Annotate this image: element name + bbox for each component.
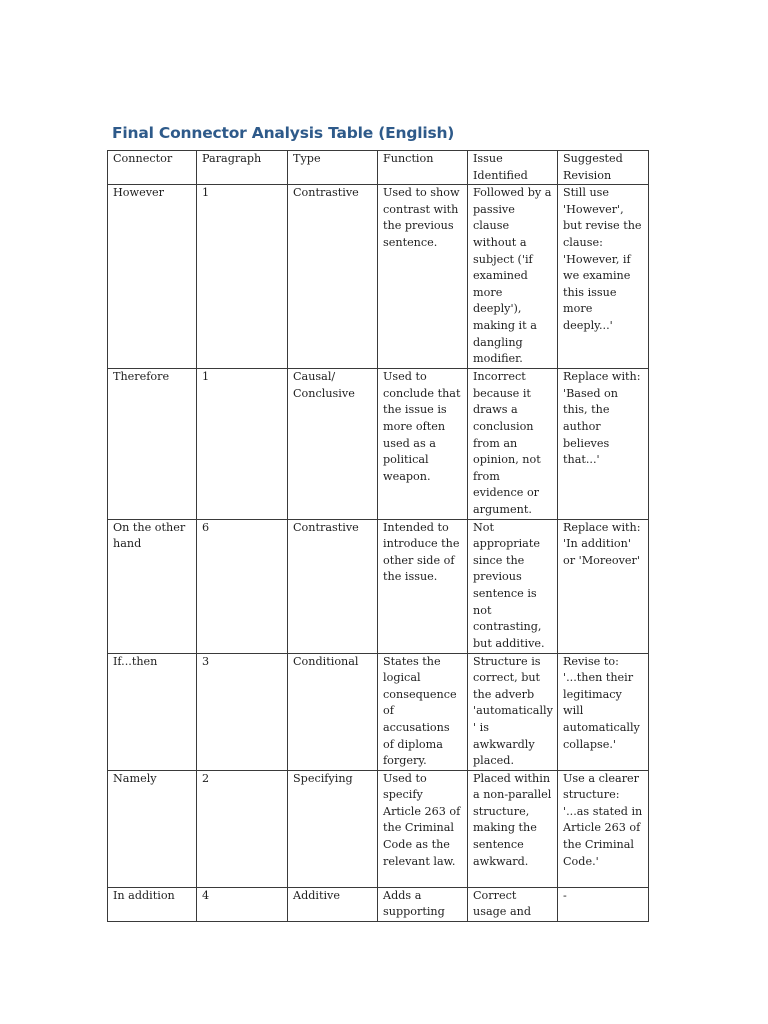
table-row (108, 653, 649, 770)
cell-type: Conditional (288, 653, 378, 770)
table-header-row (108, 151, 649, 185)
cell-function: Used to conclude that the issue is more often used as a political weapon. (378, 369, 468, 519)
cell-issue: Placed within a non-parallel structure, making the sentence awkward. (468, 770, 558, 887)
cell-connector: If...then (108, 653, 197, 770)
cell-issue: Correct usage and (468, 887, 558, 921)
cell-connector: On the other hand (108, 519, 197, 653)
cell-type: Contrastive (288, 519, 378, 653)
cell-function: Used to show contrast with the previous sentence. (378, 185, 468, 369)
table-row (108, 369, 649, 519)
cell-function: Adds a supporting (378, 887, 468, 921)
cell-type: Additive (288, 887, 378, 921)
cell-revision: Use a clearer structure: '...as stated in Article 263 of the Criminal Code.' (558, 770, 649, 887)
cell-revision: Still use 'However', but revise the clause: 'However, if we examine this issue more deeply...' (558, 185, 649, 369)
cell-paragraph: 2 (197, 770, 288, 887)
cell-revision: Revise to: '...then their legitimacy will automatically collapse.' (558, 653, 649, 770)
header-function: Function (378, 151, 468, 185)
cell-paragraph: 6 (197, 519, 288, 653)
table-row (108, 770, 649, 887)
connector-analysis-table (107, 150, 649, 922)
cell-revision: Replace with: 'Based on this, the author believes that...' (558, 369, 649, 519)
cell-revision: Replace with: 'In addition' or 'Moreover' (558, 519, 649, 653)
cell-revision: - (558, 887, 649, 921)
table-row (108, 519, 649, 653)
header-issue-identified: Issue Identified (468, 151, 558, 185)
cell-paragraph: 1 (197, 369, 288, 519)
cell-issue: Structure is correct, but the adverb 'automatically' is awkwardly placed. (468, 653, 558, 770)
cell-issue: Not appropriate since the previous sentence is not contrasting, but additive. (468, 519, 558, 653)
table-row (108, 185, 649, 369)
cell-issue: Followed by a passive clause without a subject ('if examined more deeply'), making it a dangling modifier. (468, 185, 558, 369)
cell-paragraph: 1 (197, 185, 288, 369)
cell-type: Causal/ Conclusive (288, 369, 378, 519)
cell-connector: Therefore (108, 369, 197, 519)
table-row (108, 887, 649, 921)
cell-function: Intended to introduce the other side of the issue. (378, 519, 468, 653)
cell-type: Specifying (288, 770, 378, 887)
header-type: Type (288, 151, 378, 185)
header-suggested-revision: Suggested Revision (558, 151, 649, 185)
cell-issue: Incorrect because it draws a conclusion from an opinion, not from evidence or argument. (468, 369, 558, 519)
header-connector: Connector (108, 151, 197, 185)
cell-connector: However (108, 185, 197, 369)
cell-connector: Namely (108, 770, 197, 887)
cell-paragraph: 3 (197, 653, 288, 770)
cell-type: Contrastive (288, 185, 378, 369)
header-paragraph: Paragraph (197, 151, 288, 185)
cell-function: Used to specify Article 263 of the Criminal Code as the relevant law. (378, 770, 468, 887)
cell-paragraph: 4 (197, 887, 288, 921)
cell-connector: In addition (108, 887, 197, 921)
cell-function: States the logical consequence of accusations of diploma forgery. (378, 653, 468, 770)
document-title: Final Connector Analysis Table (English) (112, 124, 455, 142)
